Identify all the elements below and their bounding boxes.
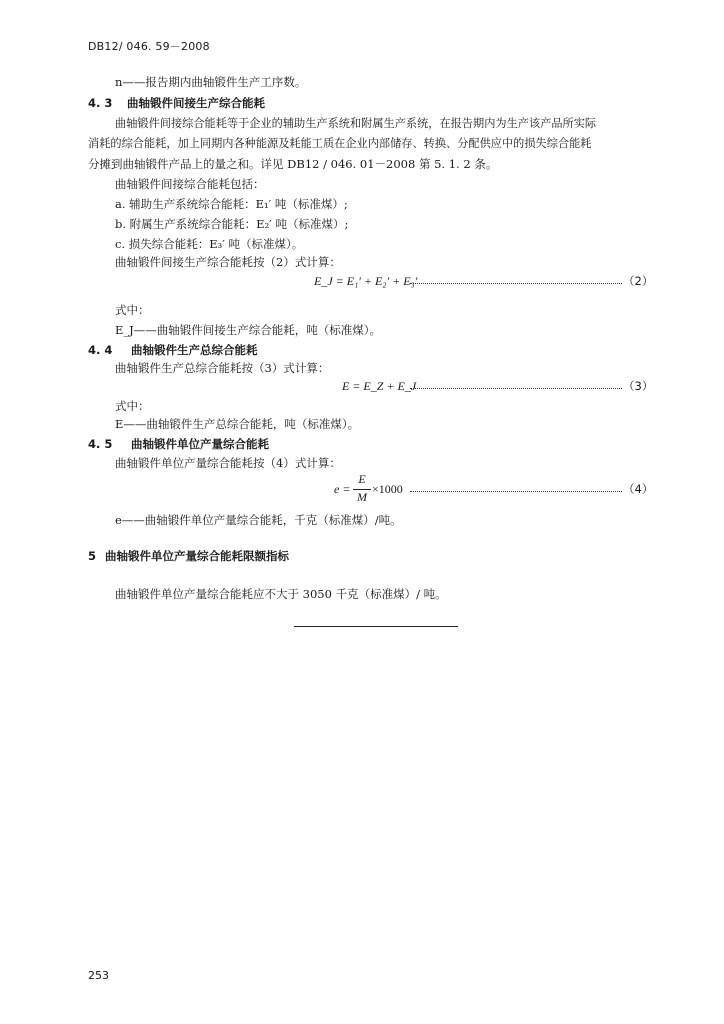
formula-4-leader-dots — [410, 491, 622, 492]
section-5-text: 曲轴锻件单位产量综合能耗应不大于 3050 千克（标准煤）/ 吨。 — [115, 587, 447, 601]
where-label-1: 式中： — [115, 303, 150, 317]
formula-2: E_J = E₁′ + E₂′ + E₃′ — [314, 274, 418, 288]
standard-code-header: DB12/ 046. 59－2008 — [88, 40, 210, 53]
section-5-title: 曲轴锻件单位产量综合能耗限额指标 — [105, 549, 289, 563]
formula-4-denominator: M — [357, 490, 367, 504]
formula-4-rhs: ×1000 — [372, 482, 403, 496]
where-label-2: 式中： — [115, 399, 150, 413]
section-4-4-title: 曲轴锻件生产总综合能耗 — [131, 343, 258, 357]
section-4-5-number: 4. 5 — [88, 437, 113, 451]
paragraph-line-1: 曲轴锻件间接综合能耗等于企业的辅助生产系统和附属生产系统，在报告期内为生产该产品所实际 — [115, 117, 597, 130]
formula-4-lhs: e = — [334, 482, 351, 496]
formula-3-intro: 曲轴锻件生产总综合能耗按（3）式计算： — [115, 361, 330, 375]
definition-n: n——报告期内曲轴锻件生产工序数。 — [115, 75, 307, 89]
list-item-a: a. 辅助生产系统综合能耗：E₁′ 吨（标准煤）; — [115, 197, 348, 211]
page-number: 253 — [88, 969, 109, 982]
list-item-c: c. 损失综合能耗：E₃′ 吨（标准煤）。 — [115, 237, 304, 251]
formula-2-number: （2） — [623, 274, 654, 288]
formula-3: E = E_Z + E_J — [342, 379, 417, 393]
formula-4-numerator: E — [358, 472, 366, 486]
list-intro: 曲轴锻件间接综合能耗包括： — [115, 177, 265, 191]
list-item-b: b. 附属生产系统综合能耗：E₂′ 吨（标准煤）; — [115, 217, 349, 231]
end-rule — [294, 626, 458, 627]
formula-2-leader-dots — [410, 283, 622, 284]
definition-e-small: e——曲轴锻件单位产量综合能耗，千克（标准煤）/吨。 — [115, 513, 402, 527]
section-4-4-number: 4. 4 — [88, 343, 113, 357]
section-4-3-title: 曲轴锻件间接生产综合能耗 — [127, 96, 265, 110]
formula-2-intro: 曲轴锻件间接生产综合能耗按（2）式计算： — [115, 255, 341, 269]
formula-3-number: （3） — [623, 379, 654, 393]
definition-e: E——曲轴锻件生产总综合能耗，吨（标准煤）。 — [115, 417, 360, 431]
formula-3-leader-dots — [410, 388, 622, 389]
formula-4-number: （4） — [623, 482, 654, 496]
paragraph-line-3: 分摊到曲轴锻件产品上的量之和。详见 DB12 / 046. 01－2008 第 5. 1. 2 条。 — [88, 157, 498, 171]
definition-ej: E_J——曲轴锻件间接生产综合能耗，吨（标准煤）。 — [115, 323, 382, 337]
section-4-3-number: 4. 3 — [88, 96, 113, 110]
section-4-5-title: 曲轴锻件单位产量综合能耗 — [131, 437, 269, 451]
section-5-number: 5 — [88, 549, 97, 563]
paragraph-line-2: 消耗的综合能耗，加上同期内各种能源及耗能工质在企业内部储存、转换、分配供应中的损失综合能耗 — [88, 137, 592, 150]
formula-4-intro: 曲轴锻件单位产量综合能耗按（4）式计算： — [115, 456, 341, 470]
